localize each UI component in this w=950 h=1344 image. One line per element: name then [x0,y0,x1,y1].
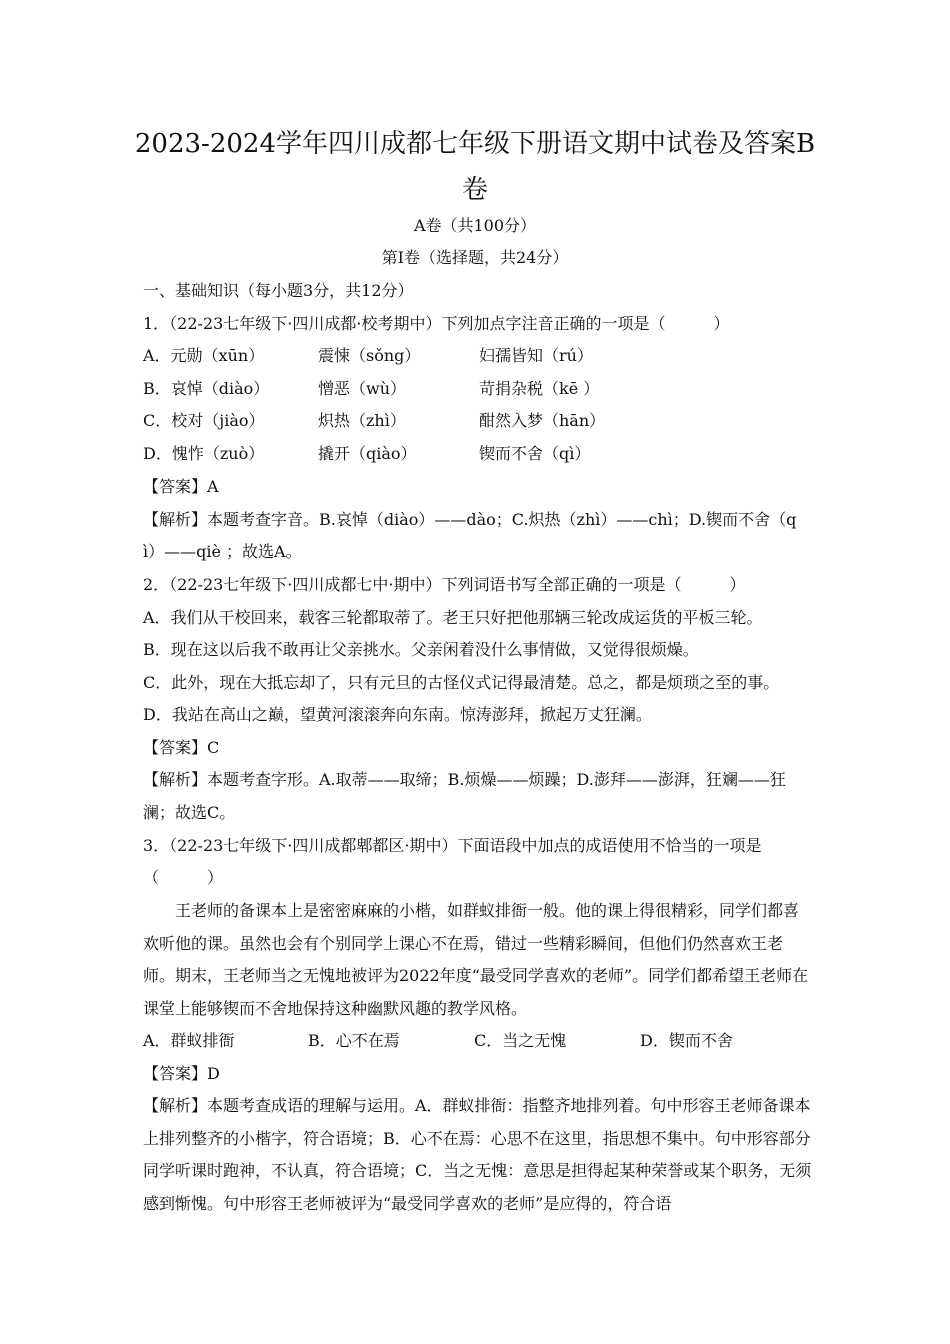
q1-option-c-3: 酣然入梦（hān） [479,411,606,430]
question-1-analysis-line-1: 【解析】本题考查字音。B.哀悼（diào）——dào；C.炽热（zhì）——chì；D.锲而不舍（q [143,510,797,529]
question-3-analysis: 【解析】本题考查成语的理解与运用。A．群蚁排衙：指整齐地排列着。句中形容王老师备课本上排列整齐的小楷字，符合语境；B．心不在焉：心思不在这里，指思想不集中。句中形容部分同学听课时跑神，不认真，符合语境；C．当之无愧：意思是担得起某种荣誉或某个职务，无须感到惭愧。句中形容王老师被评为“最受同学喜欢的老师”是应得的，符合语 [143,1096,812,1213]
q3-option-c: C．当之无愧 [474,1031,567,1050]
q1-option-d-3: 锲而不舍（qì） [479,444,591,463]
question-2-option-a: A．我们从干校回来，载客三轮都取蒂了。老王只好把他那辆三轮改成运货的平板三轮。 [143,608,763,627]
question-2-option-b: B．现在这以后我不敢再让父亲挑水。父亲闲着没什么事情做，又觉得很烦燥。 [143,640,699,659]
part-one-heading: 第Ⅰ卷（选择题，共24分） [381,248,569,267]
q1-option-b-3: 苛捐杂税（kē ） [479,379,600,398]
question-3-stem-line-1: 3．（22-23七年级下·四川成都郫都区·期中）下面语段中加点的成语使用不恰当的一项是 [143,836,762,855]
question-2-option-d: D．我站在高山之巅，望黄河滚滚奔向东南。惊涛澎拜，掀起万丈狂澜。 [143,705,652,724]
q1-option-c-1: C．校对（jiào） [143,411,265,430]
q1-option-b-2: 憎恶（wù） [318,379,407,398]
q3-option-b: B．心不在焉 [308,1031,400,1050]
q1-option-a-3: 妇孺皆知（rú） [479,346,593,365]
question-3-answer: 【答案】D [143,1064,220,1083]
section-a-heading: A卷（共100分） [413,216,537,235]
q1-option-b-1: B．哀悼（diào） [143,379,270,398]
q3-option-d: D．锲而不舍 [640,1031,733,1050]
q1-option-c-2: 炽热（zhì） [318,411,406,430]
question-2-analysis-line-2: 澜；故选C。 [143,803,236,822]
document-title-line-2: 卷 [461,175,488,205]
question-3-passage: 王老师的备课本上是密密麻麻的小楷，如群蚁排衙一般。他的课上得很精彩，同学们都喜欢听他的课。虽然也会有个别同学上课心不在焉，错过一些精彩瞬间，但他们仍然喜欢王老师。期末，王老师当之无愧地被评为2022年度“最受同学喜欢的老师”。同学们都希望王老师在课堂上能够锲而不舍地保持这种幽默风趣的教学风格。 [143,901,809,1018]
q3-option-a: A．群蚁排衙 [143,1031,235,1050]
q1-option-a-2: 震悚（sǒng） [318,346,421,365]
document-title-line-1: 2023-2024学年四川成都七年级下册语文期中试卷及答案B [134,129,816,159]
question-2-analysis-line-1: 【解析】本题考查字形。A.取蒂——取缔；B.烦燥——烦躁；D.澎拜——澎湃，狂斓——狂 [143,770,786,789]
question-2-answer: 【答案】C [143,738,220,757]
question-2-option-c: C．此外，现在大抵忘却了，只有元旦的古怪仪式记得最清楚。总之，都是烦琐之至的事。 [143,673,780,692]
q1-option-d-1: D．愧怍（zuò） [143,444,265,463]
question-1-stem: 1．（22-23七年级下·四川成都·校考期中）下列加点字注音正确的一项是（ ） [143,314,730,333]
question-3-stem-line-2: （ ） [143,868,224,887]
question-2-stem: 2．（22-23七年级下·四川成都七中·期中）下列词语书写全部正确的一项是（ ） [143,575,746,594]
q1-option-d-2: 撬开（qiào） [318,444,417,463]
question-1-analysis-line-2: ì）——qiè ；故选A。 [143,542,302,561]
basic-knowledge-heading: 一、基础知识（每小题3分，共12分） [143,281,414,300]
question-1-answer: 【答案】A [143,477,219,496]
q1-option-a-1: A．元勋（xūn） [143,346,265,365]
